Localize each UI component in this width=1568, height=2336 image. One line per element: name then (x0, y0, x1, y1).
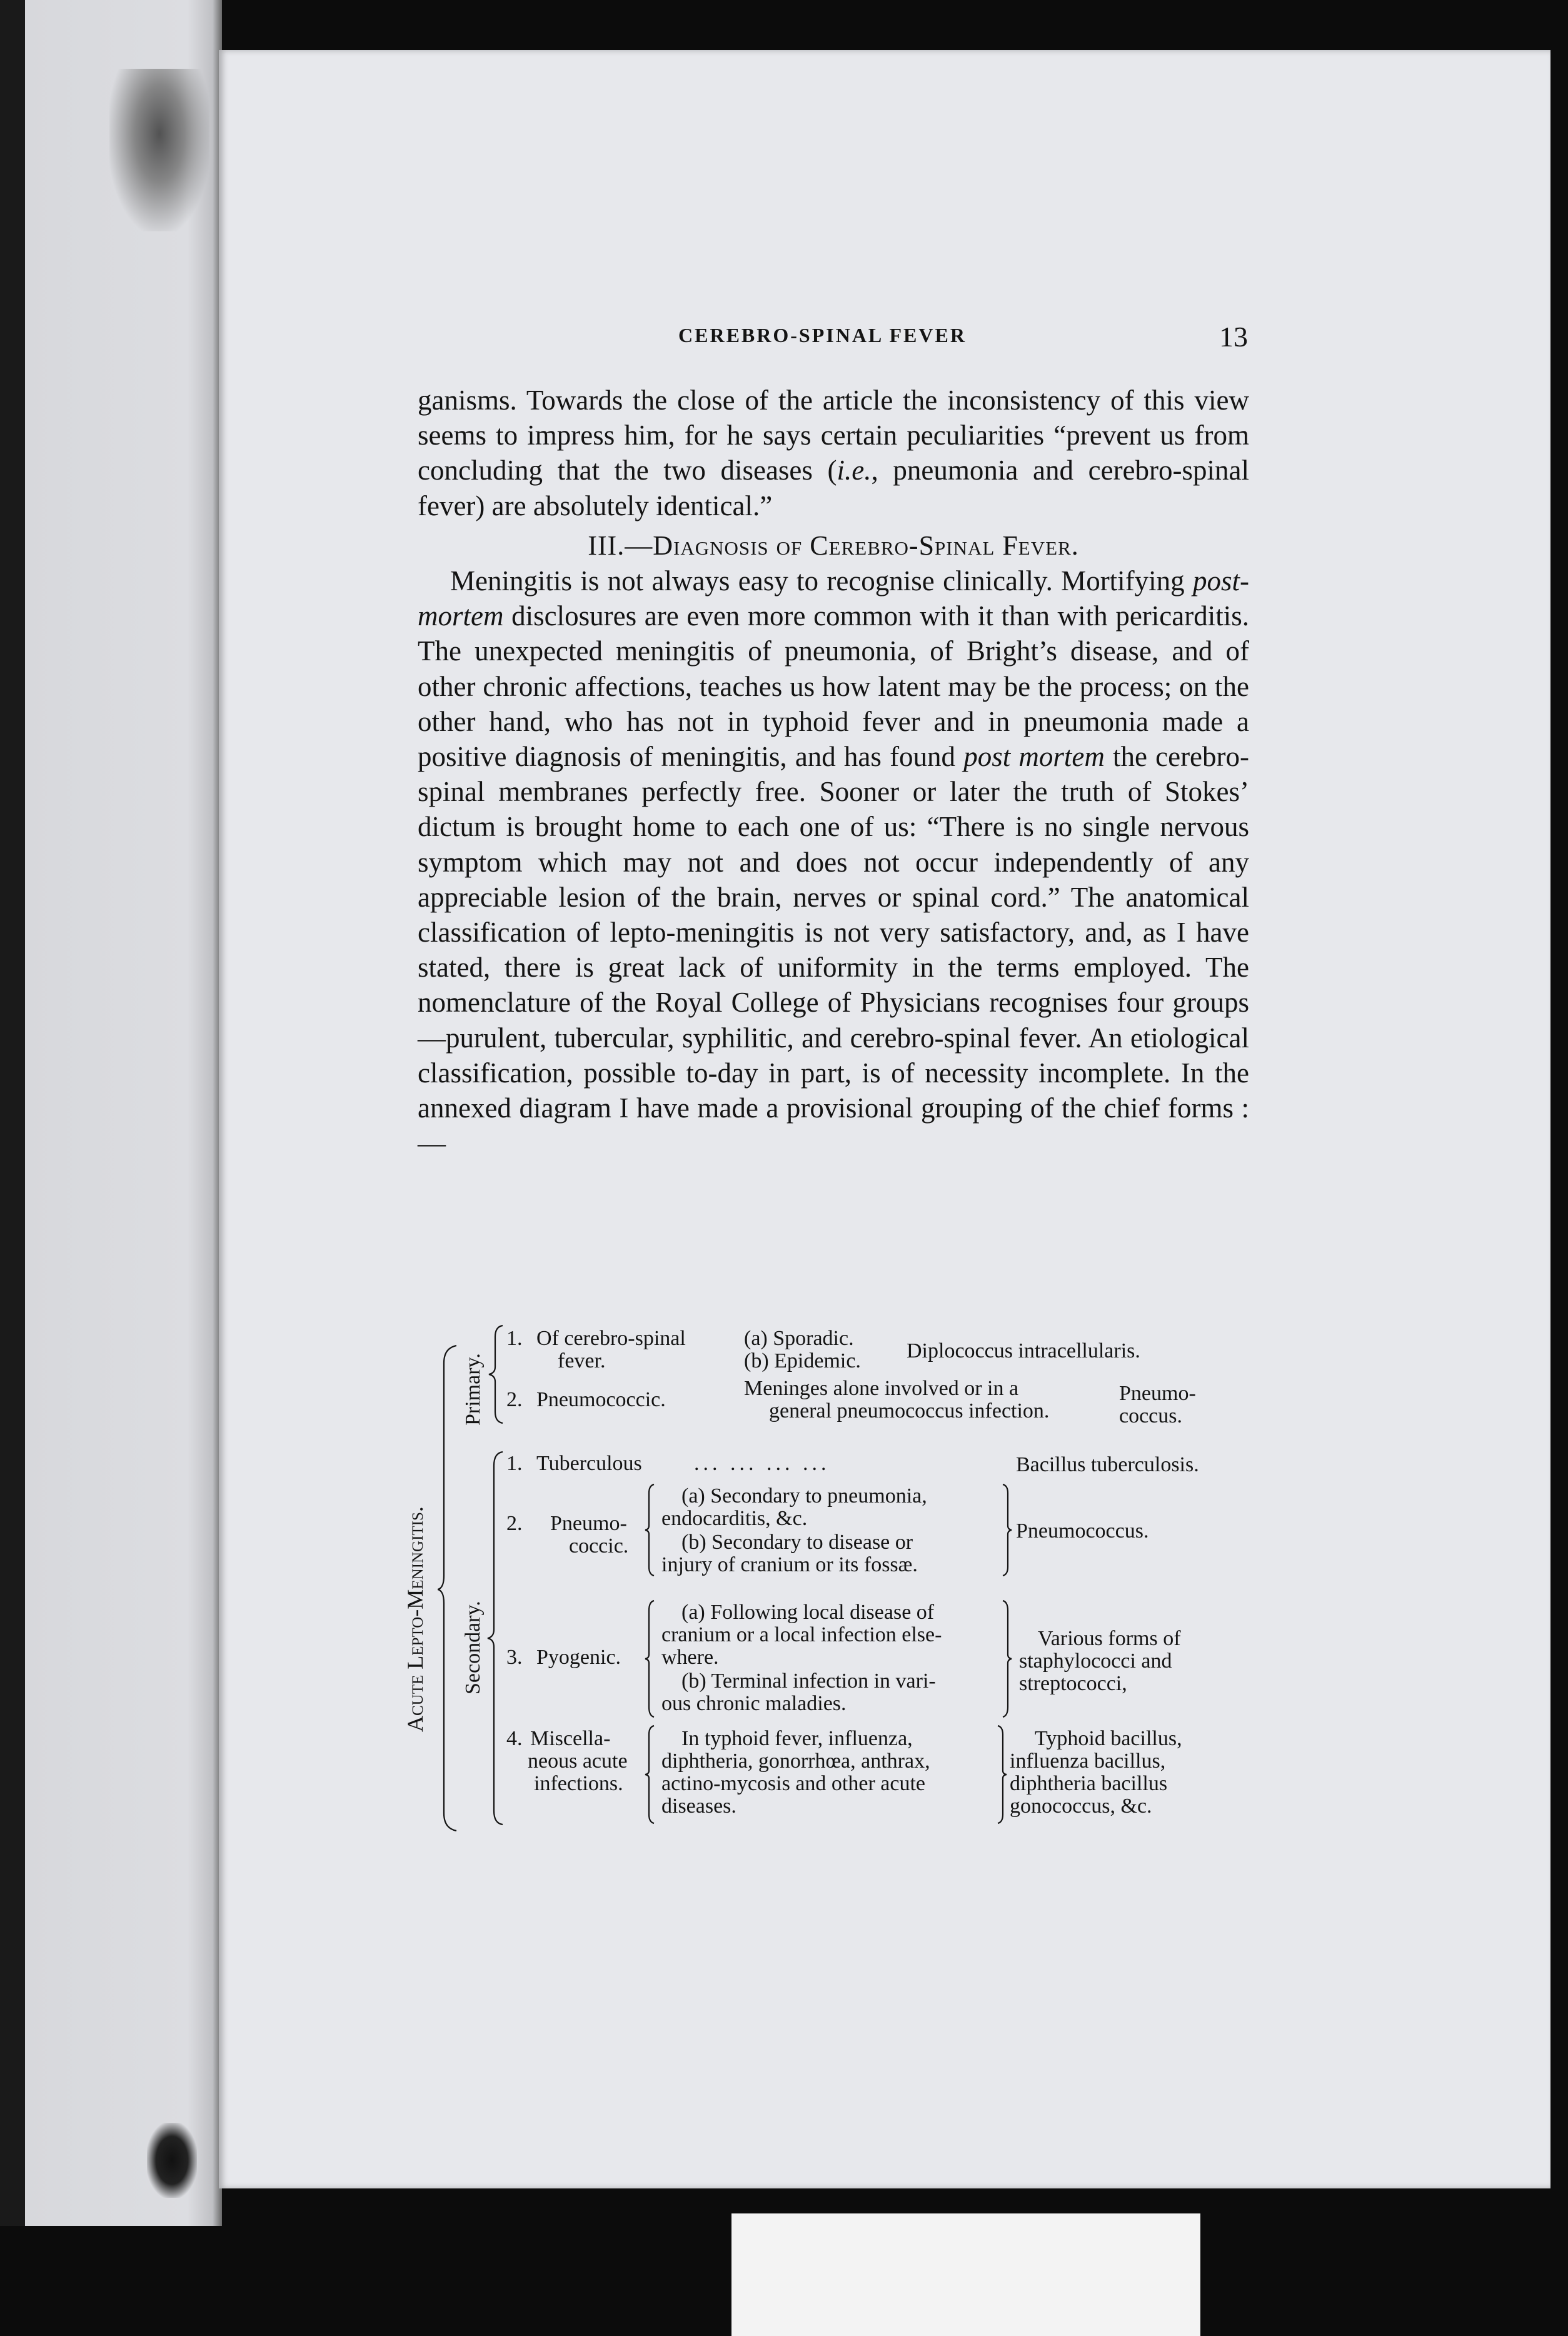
secondary-s2-name2: coccic. (569, 1534, 629, 1558)
secondary-s4-name2: neous acute (528, 1749, 628, 1773)
secondary-s3-organism3: streptococci, (1019, 1672, 1127, 1695)
secondary-s3-organism2: staphylococci and (1019, 1649, 1172, 1673)
paragraph-2: Meningitis is not always easy to recognise clinically. Mortifying post-mortem disclosures are even more common with it than with pericarditis. The unexpected meningitis of pneumonia, of Bright’s disease, and of other chronic affections, teaches us how latent may be the process; on the other hand, who has not in typhoid fever and in pneumonia made a positive diagnosis of meningitis, and has found post mortem the cerebro-spinal membranes perfectly free. Sooner or later the truth of Stokes’ dictum is brought home to each one of us: “There is no single nervous symptom which may not and does not occur independently of any appreciable lesion of the brain, nerves or spinal cord.” The anatomical classification of lepto-meningitis is not very satisfactory, and, as I have stated, there is great lack of uniformity in the terms employed. The nomenclature of the Royal College of Physicians recognises four groups—purulent, tubercular, syphilitic, and cerebro-spinal fever. An etiological classification, possible to-day in part, is of necessity incomplete. In the annexed diagram I have made a provisional grouping of the chief forms :— (418, 565, 1250, 1159)
secondary-s3-organism1: Various forms of (1038, 1627, 1181, 1650)
secondary-s4-name1: Miscella- (530, 1727, 611, 1750)
page-number: 13 (1219, 321, 1248, 353)
primary-item2-name: Pneumococcic. (536, 1388, 666, 1411)
secondary-s4-desc3: actino-mycosis and other acute (661, 1772, 926, 1795)
secondary-s2-desc4: injury of cranium or its fossæ. (661, 1553, 918, 1576)
secondary-s4-desc4: diseases. (661, 1795, 736, 1818)
running-head: CEREBRO-SPINAL FEVER (678, 324, 967, 346)
primary-item2-desc1: Meninges alone involved or in a (744, 1377, 1019, 1400)
secondary-s3-desc1: (a) Following local disease of (681, 1601, 935, 1624)
s4-right-brace (995, 1724, 1008, 1825)
primary-item2-num: 2. (506, 1388, 523, 1411)
secondary-s3-desc2: cranium or a local infection else- (661, 1623, 942, 1646)
secondary-s4-num: 4. (506, 1727, 523, 1750)
secondary-s2-desc1: (a) Secondary to pneumonia, (681, 1484, 927, 1508)
root-label: Acute Lepto-Meningitis. (403, 1506, 428, 1732)
secondary-s2-name1: Pneumo- (550, 1512, 627, 1535)
secondary-s4-organism1: Typhoid bacillus, (1035, 1727, 1182, 1750)
secondary-s2-desc2: endocarditis, &c. (661, 1507, 808, 1530)
primary-item2-desc2: general pneumococcus infection. (769, 1399, 1050, 1422)
s4-left-brace (644, 1724, 656, 1825)
section-heading: III.—Diagnosis of Cerebro-Spinal Fever. (588, 530, 1079, 561)
primary-brace (488, 1324, 506, 1424)
primary-item1-num: 1. (506, 1327, 523, 1350)
primary-item2-organism2: coccus. (1119, 1404, 1183, 1427)
secondary-s4-desc1: In typhoid fever, influenza, (681, 1727, 913, 1750)
secondary-s2-organism: Pneumococcus. (1016, 1519, 1149, 1543)
primary-item2-organism1: Pneumo- (1119, 1382, 1196, 1405)
secondary-s3-desc5: ous chronic maladies. (661, 1692, 847, 1715)
gutter-stain (109, 69, 209, 231)
primary-label: Primary. (461, 1353, 485, 1426)
book-gutter (0, 0, 222, 2226)
secondary-s3-desc4: (b) Terminal infection in vari- (681, 1669, 936, 1693)
paper-slip (731, 2213, 1200, 2336)
secondary-s2-num: 2. (506, 1512, 523, 1535)
primary-item1-sub-a: (a) Sporadic. (744, 1327, 854, 1350)
secondary-s1-organism: Bacillus tuberculosis. (1016, 1453, 1199, 1476)
secondary-s3-num: 3. (506, 1646, 523, 1669)
secondary-s4-organism2: influenza bacillus, (1010, 1749, 1166, 1773)
secondary-brace (486, 1451, 505, 1826)
paragraph-1: ganisms. Towards the close of the article the inconsistency of this view seems to impress him, for he says certain peculiarities “prevent us from concluding that the two diseases (i.e., pneumonia and cerebro-spinal fever) are absolutely identical.” (418, 385, 1249, 521)
s2-left-brace (644, 1483, 656, 1577)
body-text (418, 383, 1249, 1160)
secondary-s3-name: Pyogenic. (536, 1646, 621, 1669)
secondary-s4-desc2: diphtheria, gonorrhœa, anthrax, (661, 1749, 930, 1773)
secondary-label: Secondary. (461, 1601, 485, 1694)
secondary-s1-dots: ... ... ... ... (694, 1452, 830, 1475)
ink-blot (147, 2123, 197, 2198)
secondary-s4-name3: infections. (534, 1772, 623, 1795)
primary-item1-organism: Diplococcus intracellularis. (907, 1339, 1140, 1362)
s3-left-brace (644, 1599, 656, 1718)
secondary-s4-organism4: gonococcus, &c. (1010, 1795, 1152, 1818)
s2-right-brace (1000, 1483, 1013, 1577)
primary-item1-line1: Of cerebro-spinal (536, 1327, 686, 1350)
secondary-s1-num: 1. (506, 1452, 523, 1475)
root-brace (438, 1344, 463, 1832)
secondary-s2-desc3: (b) Secondary to disease or (681, 1531, 913, 1554)
secondary-s1-name: Tuberculous (536, 1452, 642, 1475)
classification-diagram (394, 1319, 1257, 1820)
s3-right-brace (1000, 1599, 1013, 1718)
primary-item1-line2: fever. (558, 1349, 606, 1372)
secondary-s3-desc3: where. (661, 1646, 719, 1669)
secondary-s4-organism3: diphtheria bacillus (1010, 1772, 1168, 1795)
primary-item1-sub-b: (b) Epidemic. (744, 1349, 861, 1372)
